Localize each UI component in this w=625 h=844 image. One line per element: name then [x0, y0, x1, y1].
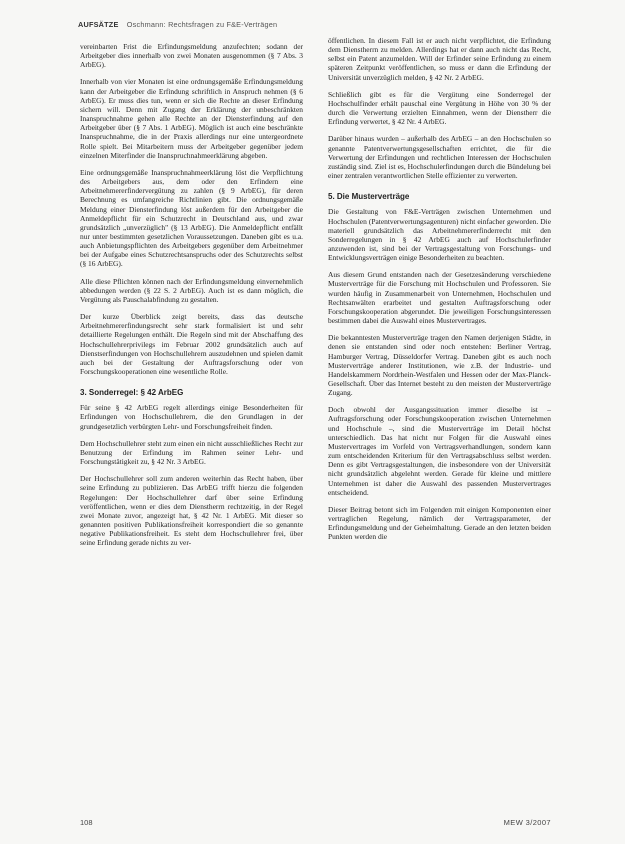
running-head-section: AUFSÄTZE	[78, 20, 119, 29]
paragraph: Der Hochschullehrer soll zum anderen weiterhin das Recht haben, über seine Erfindung zu publizieren. Das ArbEG trifft hierzu die folgenden Regelungen: Der Hochschullehrer darf über seine Erfindung veröffentlichen, wenn er dies dem Dienstherrn rechtzeitig, in der Regel zwei Monate zuvor, angezeigt hat, § 42 Nr. 1 ArbEG. Mit dieser so genannten positiven Publikationsfreiheit korrespondiert die so genannte negative Publikationsfreiheit. Es steht dem Hochschullehrer frei, über seine Erfindung gerade nichts zu ver-	[80, 474, 303, 548]
paragraph: Die bekanntesten Musterverträge tragen den Namen derjenigen Städte, in denen sie entstanden sind oder noch entstehen: Berliner Vertrag, Hamburger Vertrag, Düsseldorfer Vertrag. Daneben gibt es auch noch Musterverträge anderer Institutionen, wie z.B. der Industrie- und Handelskammern Nordrhein-Westfalen und Hessen oder der Max-Planck-Gesellschaft. Über das Internet besteht zu den meisten der Musterverträge Zugang.	[328, 333, 551, 398]
paragraph: Aus diesem Grund entstanden nach der Gesetzesänderung verschiedene Musterverträge für die Forschung mit Hochschulen und Professoren. Sie wurden häufig in Zusammenarbeit von Unternehmen, Hochschulen und Rechtsanwälten erarbeitet und gestalten Auftragsforschung oder Forschungskooperation abgerundet. Die jeweiligen Forschungsinteressen bestimmen dabei die Auswahl eines Mustervertrages.	[328, 270, 551, 326]
left-column	[80, 42, 303, 556]
running-head-title: Oschmann: Rechtsfragen zu F&E-Verträgen	[126, 20, 278, 29]
section-heading: 3. Sonderregel: § 42 ArbEG	[80, 388, 184, 398]
paragraph: vereinbarten Frist die Erfindungsmeldung anzufechten; sodann der Arbeitgeber dies innerhalb von zwei Monaten ausgenommen (§ 7 Abs. 3 ArbEG).	[80, 42, 303, 70]
paragraph: Innerhalb von vier Monaten ist eine ordnungsgemäße Erfindungsmeldung kann der Arbeitgeber die Erfindung schriftlich in Anspruch nehmen (§ 6 ArbEG). Er muss dies tun, wenn er sich die Rechte an dieser Erfindung sichern will. Denn mit Zugang der Erklärung der unbeschränkten Inanspruchnahme gehen alle Rechte an der Diensterfindung auf den Arbeitgeber über (§ 7 Abs. 1 ArbEG). Möglich ist auch eine beschränkte Inanspruchnahme, die in der Praxis allerdings nur eine untergeordnete Rolle spielt. Bei Mitarbeitern muss der Arbeitgeber gegenüber jedem einzelnen Miterfinder die Inanspruchnahmeerklärung abgeben.	[80, 77, 303, 160]
journal-reference: MEW 3/2007	[503, 818, 551, 827]
paragraph: Dem Hochschullehrer steht zum einen ein nicht ausschließliches Recht zur Benutzung der Erfindung im Rahmen seiner Lehr- und Forschungstätigkeit zu, § 42 Nr. 3 ArbEG.	[80, 438, 303, 467]
paragraph: Für seine § 42 ArbEG regelt allerdings einige Besonderheiten für Erfindungen von Hochschullehrern, die den Grundlagen in der grundgesetzlich verbürgten Lehr- und Forschungsfreiheit finden.	[80, 403, 303, 431]
paragraph: Alle diese Pflichten können nach der Erfindungsmeldung einvernehmlich abbedungen werden (§ 22 S. 2 ArbEG). Auch ist es dann möglich, die Vergütung als Pauschalabfindung zu gestalten.	[80, 276, 303, 304]
paragraph: Eine ordnungsgemäße Inanspruchnahmeerklärung löst die Verpflichtung des Arbeitgebers aus, dem oder den Erfindern eine Arbeitnehmererfindervergütung zu zahlen (§ 9 ArbEG), für deren Berechnung es umfangreiche Richtlinien gibt. Die ordnungsgemäße Meldung einer Diensterfindung löst außerdem für den Arbeitgeber die Anmeldepflicht für ein Schutzrecht in Deutschland aus, und zwar grundsätzlich „unverzüglich" (§ 13 ArbEG). Die Anmeldepflicht entfällt nur unter bestimmten gesetzlichen Voraussetzungen. Daneben gibt es u.a. auch Anbietungspflichten des Arbeitgebers gegenüber dem Arbeitnehmer bei der Aufgabe eines Schutzrechtsanspruchs oder des Schutzrechts selbst (§ 16 ArbEG).	[80, 167, 303, 269]
page-number: 108	[80, 818, 93, 827]
right-column	[328, 36, 551, 550]
paragraph: Die Gestaltung von F&E-Verträgen zwischen Unternehmen und Hochschulen (Patentverwertungsagenturen) nicht einfacher geworden. Die materiell grundsätzlich das Arbeitnehmererfinderrecht mit den Sonderregelungen in § 42 ArbEG auch auf Hochschulerfinder anzuwenden ist, sind bei der Vertragsgestaltung von Forschungs- und Entwicklungsverträgen einige Besonderheiten zu beachten.	[328, 207, 551, 263]
running-head	[78, 20, 277, 29]
paragraph: Dieser Beitrag betont sich im Folgenden mit einigen Komponenten einer vertraglichen Regelung, nämlich der Vertragsparameter, der Erfindungsmeldung und der Geheimhaltung. Gerade an den letzten beiden Punkten werden die	[328, 504, 551, 542]
paragraph: Doch obwohl der Ausgangssituation immer dieselbe ist – Auftragsforschung oder Forschungskooperation zwischen Unternehmen und Hochschule –, sind die Musterverträge im Detail höchst unterschiedlich. Das hat nicht nur Folgen für die Auswahl eines Mustervertrages im Vorfeld von Vertragsverhandlungen, sondern kann zum entscheidenden Kriterium für den Vertragsabschluss selbst werden. Denn es gibt Vertragsgestaltungen, die insbesondere von der Universität nicht grundsätzlich abgelehnt werden. Gerade für kleine und mittlere Unternehmen ist daher die Auswahl des passenden Mustervertrages entscheidend.	[328, 405, 551, 497]
paragraph: Schließlich gibt es für die Vergütung eine Sonderregel der Hochschulfinder erhält pauschal eine Vergütung in Höhe von 30 % der durch die Verwertung erzielten Einnahmen, wenn der Dienstherr die Erfindung verwertet, § 42 Nr. 4 ArbEG.	[328, 89, 551, 127]
paragraph: öffentlichen. In diesem Fall ist er auch nicht verpflichtet, die Erfindung dem Dienstherrn zu melden. Allerdings hat er dann auch nicht das Recht, selbst ein Patent anzumelden. Will der Erfinder seine Erfindung zu einem späteren Zeitpunkt veröffentlichen, so muss er dann die Erfindung der Universität unverzüglich melden, § 42 Nr. 2 ArbEG.	[328, 36, 551, 82]
paragraph: Darüber hinaus wurden – außerhalb des ArbEG – an den Hochschulen so genannte Patentverwertungsgesellschaften errichtet, die für die Verwertung der Erfindungen und rechtlichen Interessen der Hochschulen zuständig sind. Ziel ist es, Hochschulerfindungen durch die Bündelung bei einer zentralen verantwortlichen Stelle effizienter zu verwerten.	[328, 134, 551, 181]
section-heading: 5. Die Musterverträge	[328, 192, 410, 202]
paragraph: Der kurze Überblick zeigt bereits, dass das deutsche Arbeitnehmererfindungsrecht sehr stark formalisiert ist und sehr detaillierte Regelungen enthält. Die Regeln sind mit der Abschaffung des Hochschullehrerprivilegs im Februar 2002 grundsätzlich auch auf Dienstserfindungen von Hochschullehrern auszudehnen und spielen damit auch bei der Gestaltung der Auftragsforschung oder von Forschungskooperationen eine wesentliche Rolle.	[80, 312, 303, 376]
